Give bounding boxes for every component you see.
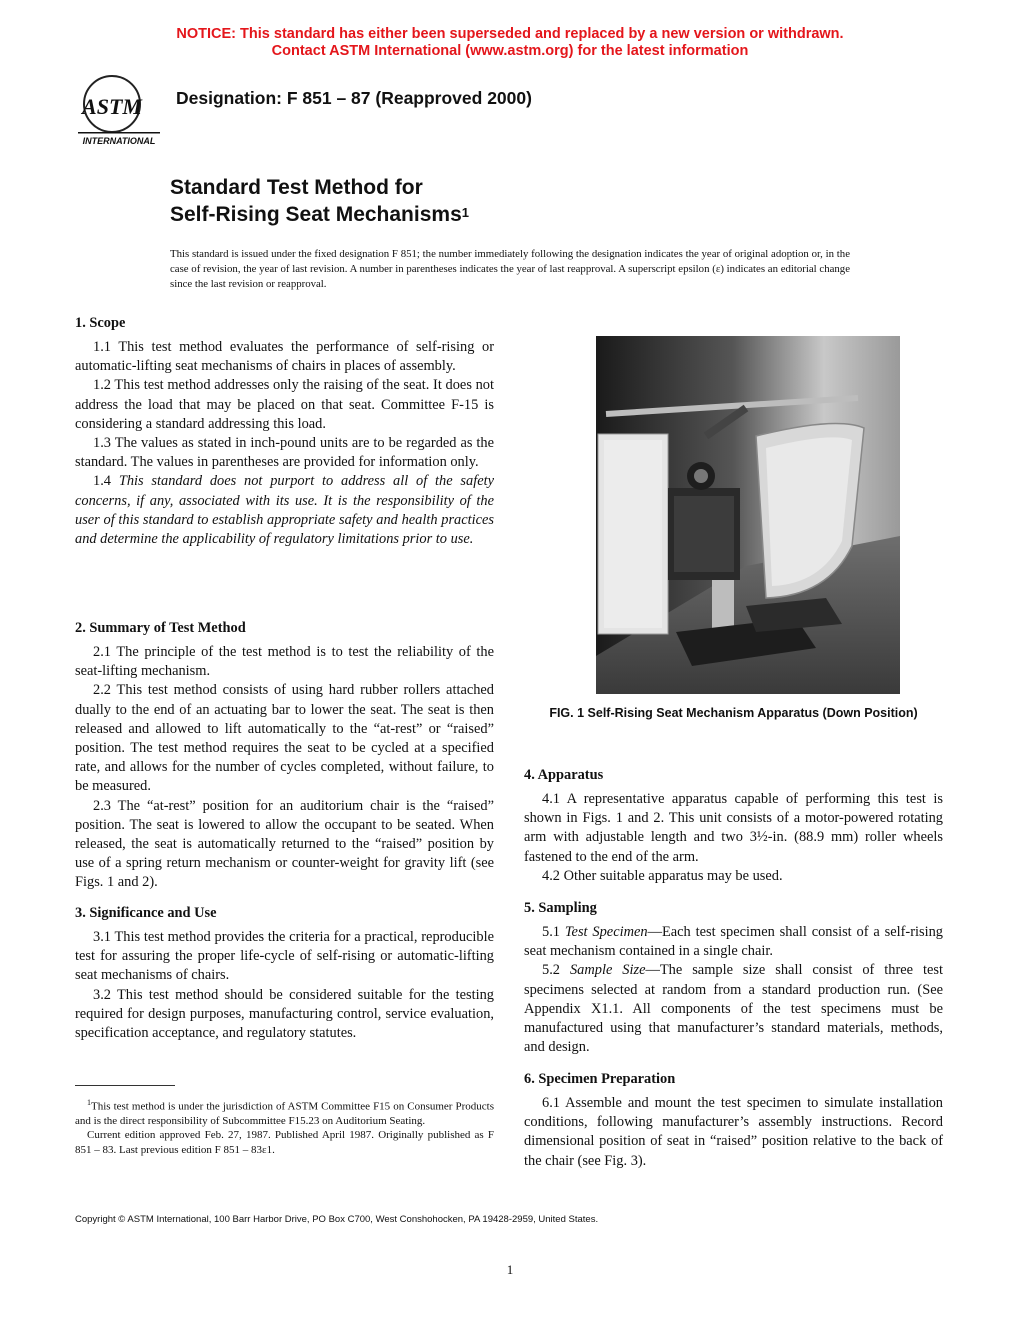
- title-line-2: Self-Rising Seat Mechanisms$^1$: [170, 203, 469, 226]
- paragraph: 4.2 Other suitable apparatus may be used.: [542, 867, 783, 884]
- section-summary: [75, 619, 494, 893]
- footnote-paragraph: $^1$This test method is under the jurisdiction of ASTM Committee F15 on Consumer Products and is the direct responsibility of Subcommittee F15.23 on Auditorium Seating.: [75, 1098, 494, 1128]
- section-heading: 6. Specimen Preparation: [524, 1071, 676, 1087]
- section-heading: 3. Significance and Use: [75, 905, 217, 921]
- footnote: [75, 1096, 494, 1157]
- paragraph: 5.1 Test Specimen—Each test specimen shall consist of a self-rising seat mechanism contained in a single chair.: [524, 924, 943, 960]
- logo-sub: INTERNATIONAL: [82, 136, 156, 146]
- paragraph: 4.1 A representative apparatus capable of performing this test is shown in Figs. 1 and 2. This unit consists of a motor-powered rotating arm with adjustable length and two 3½-in. (88.9 mm) roller wheels fastened to the end of the arm.: [524, 791, 943, 865]
- footnote-paragraph: Current edition approved Feb. 27, 1987. Published April 1987. Originally published as F 851 – 83. Last previous edition F 851 – 83ε1.: [75, 1129, 494, 1156]
- logo-mark: ASTM: [82, 94, 142, 119]
- paragraph: 1.4 This standard does not purport to address all of the safety concerns, if any, associated with its use. It is the responsibility of the user of this standard to establish appropriate safety and health practices and determine the applicability of regulatory limitations prior to use.: [75, 473, 494, 548]
- notice-line-2: Contact ASTM International (www.astm.org) for the latest information: [271, 43, 749, 59]
- designation: Designation: F 851 – 87 (Reapproved 2000): [176, 88, 532, 108]
- title-footnote-ref: 1: [461, 205, 469, 220]
- paragraph: 2.3 The “at-rest” position for an auditorium chair is the “raised” position. The seat is lowered to allow the occupant to be seated. When released, the seat is automatically returned to the “raised” position by use of a spring return mechanism or counter-weight for gravity lift (see Figs. 1 and 2).: [75, 797, 494, 891]
- section-heading: 1. Scope: [75, 315, 126, 331]
- paragraph: 1.1 This test method evaluates the performance of self-rising or automatic-lifting seat mechanisms of chairs in places of assembly.: [75, 339, 494, 375]
- section-heading: 2. Summary of Test Method: [75, 620, 246, 636]
- figure-1-photo: [596, 336, 900, 694]
- section-scope: [75, 314, 494, 549]
- title-line-1: Standard Test Method for: [170, 176, 423, 199]
- notice-line-1: NOTICE: This standard has either been superseded and replaced by a new version or withdrawn.: [176, 26, 844, 42]
- issue-note: This standard is issued under the fixed designation F 851; the number immediately following the designation indicates the year of original adoption or, in the case of revision, the year of last revision. A number in parentheses indicates the year of last reapproval. A superscript epsilon (ε) indicates an editorial change since the last revision or reapproval.: [170, 248, 850, 290]
- section-significance: [75, 904, 494, 1043]
- section-apparatus: [524, 766, 943, 886]
- paragraph: 3.2 This test method should be considered suitable for the testing required for design purposes, manufacturing control, service evaluation, specification acceptance, and regulatory statutes.: [75, 986, 494, 1042]
- paragraph: 2.2 This test method consists of using hard rubber rollers attached dually to the end of an actuating bar to lower the seat. The seat is then released and allowed to lift automatically to the “at-rest” or “raised” position. The test method requires the seat to be cycled at a specified rate, and allows for the number of cycles completed, without failure, to be measured.: [75, 682, 494, 795]
- section-specimen-preparation: [524, 1070, 943, 1171]
- supersede-notice: [0, 26, 1020, 60]
- document-title: [170, 174, 469, 228]
- section-heading: 4. Apparatus: [524, 767, 604, 783]
- paragraph: 1.3 The values as stated in inch-pound units are to be regarded as the standard. The values in parentheses are provided for information only.: [75, 435, 494, 471]
- page-number: 1: [506, 1262, 514, 1277]
- section-heading: 5. Sampling: [524, 900, 597, 916]
- copyright: Copyright © ASTM International, 100 Barr Harbor Drive, PO Box C700, West Conshohocken, PA 19428-2959, United States.: [75, 1214, 599, 1225]
- astm-logo: [78, 74, 160, 148]
- figure-1-caption: FIG. 1 Self-Rising Seat Mechanism Apparatus (Down Position): [549, 706, 918, 720]
- section-sampling: [524, 899, 943, 1057]
- paragraph: 6.1 Assemble and mount the test specimen to simulate installation conditions, following manufacturer’s assembly instructions. Record dimensional position of seat in “raised” position relative to the back of the chair (see Fig. 3).: [524, 1095, 943, 1169]
- footnote-rule: [75, 1085, 175, 1086]
- paragraph: 3.1 This test method provides the criteria for a practical, reproducible test for assuring the proper life-cycle of self-rising or automatic-lifting seat mechanisms of chairs.: [75, 929, 494, 984]
- paragraph: 5.2 Sample Size—The sample size shall consist of three test specimens selected at random from a standard production run. (See Appendix X1.1. All components of the test specimens must be manufactured using that manufacturer’s standard materials, methods, and design.: [524, 962, 943, 1056]
- paragraph: 2.1 The principle of the test method is to test the reliability of the seat-lifting mechanism.: [75, 644, 494, 680]
- paragraph: 1.2 This test method addresses only the raising of the seat. It does not address the load that may be placed on that seat. Committee F-15 is considering a standard addressing this load.: [75, 377, 494, 432]
